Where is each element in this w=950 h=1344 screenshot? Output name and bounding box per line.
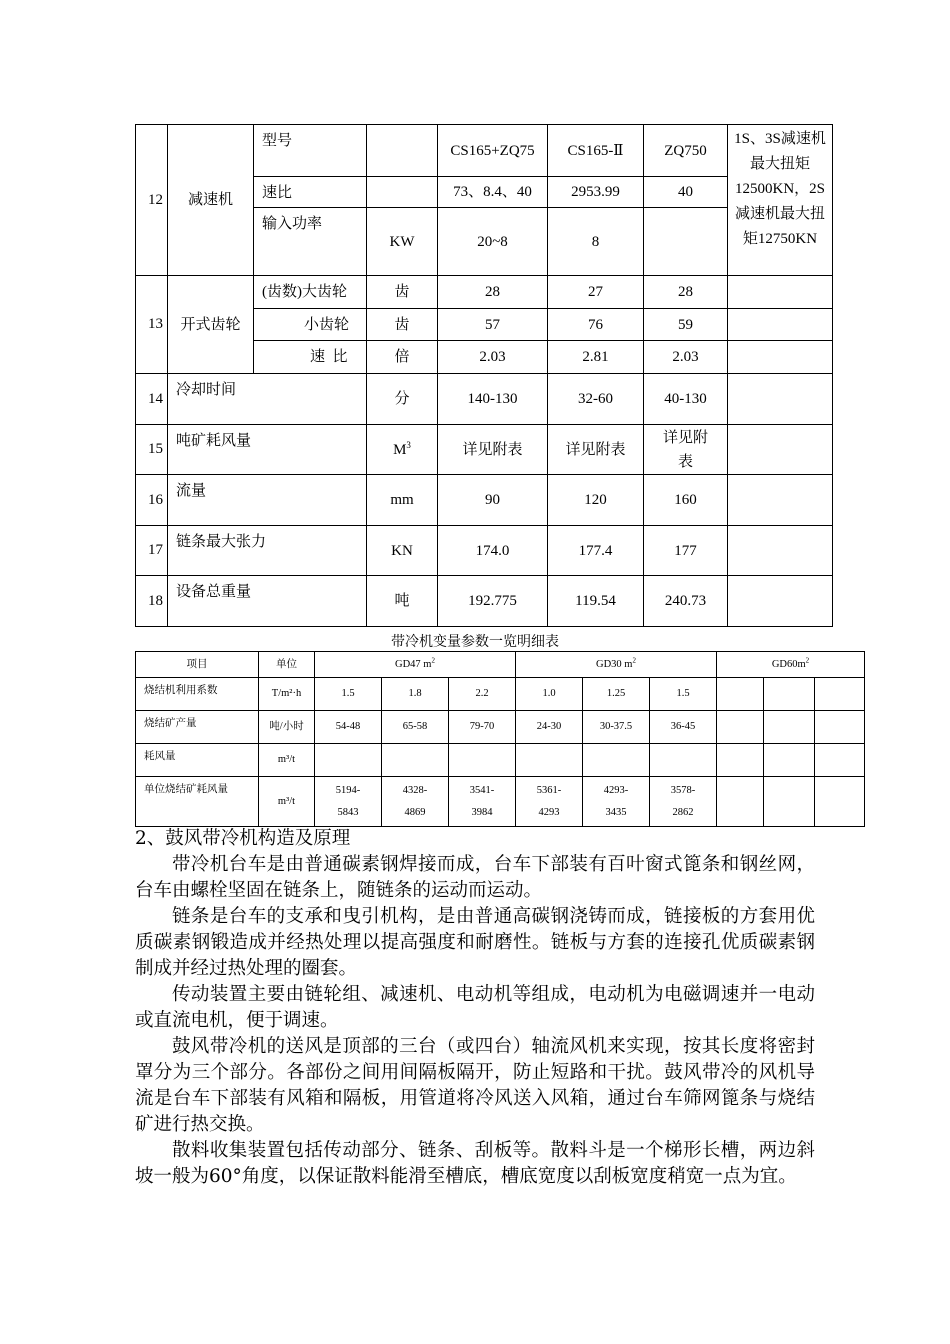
unit-cell: 分 (367, 374, 438, 425)
unit-cell: KW (367, 208, 438, 276)
value-cell: 28 (438, 276, 548, 309)
value-cell: 240.73 (644, 576, 728, 627)
row-name: 减速机 (168, 125, 254, 276)
value-cell: 2953.99 (548, 177, 644, 208)
paragraph: 传动装置主要由链轮组、减速机、电动机等组成，电动机为电磁调速并一电动或直流电机，便于调速。 (135, 984, 815, 1031)
empty-cell (728, 309, 833, 341)
row-name: 冷却时间 (168, 374, 367, 425)
sub-label: 输入功率 (254, 208, 367, 276)
empty-cell (728, 475, 833, 526)
row-name: 链条最大张力 (168, 526, 367, 576)
note-cell: 1S、3S减速机最大扭矩12500KN，2S减速机最大扭矩12750KN (728, 125, 833, 276)
sup-text: 2 (805, 656, 810, 664)
value-cell: 65-58 (382, 711, 449, 744)
value-cell: 76 (548, 309, 644, 341)
value-cell: 73、8.4、40 (438, 177, 548, 208)
unit-cell: 倍 (367, 341, 438, 374)
empty-cell (717, 777, 764, 827)
value-cell: 1.5 (650, 678, 717, 711)
unit-cell: 齿 (367, 276, 438, 309)
empty-cell (728, 526, 833, 576)
value-cell: 4328-4869 (382, 777, 449, 827)
unit-cell: KN (367, 526, 438, 576)
unit-cell: 吨/小时 (259, 711, 315, 744)
value-cell: 1.25 (583, 678, 650, 711)
value-cell (382, 744, 449, 777)
empty-cell (717, 711, 764, 744)
value-cell: 32-60 (548, 374, 644, 425)
row-num: 13 (136, 276, 168, 374)
header-unit: 单位 (259, 652, 315, 678)
empty-cell (764, 744, 815, 777)
value-cell: 59 (644, 309, 728, 341)
value-cell: 详见附表 (548, 425, 644, 475)
value-cell: 2.2 (449, 678, 516, 711)
value-cell: 20~8 (438, 208, 548, 276)
empty-cell (717, 678, 764, 711)
row-name: 设备总重量 (168, 576, 367, 627)
value-cell (315, 744, 382, 777)
value-cell: 4293-3435 (583, 777, 650, 827)
value-cell: 57 (438, 309, 548, 341)
unit-cell: T/m²·h (259, 678, 315, 711)
value-cell: 3541-3984 (449, 777, 516, 827)
empty-cell (815, 678, 865, 711)
value-cell: 54-48 (315, 711, 382, 744)
value-cell (650, 744, 717, 777)
sub-label: 小齿轮 (254, 309, 367, 341)
value-cell: 5361-4293 (516, 777, 583, 827)
value-cell: 36-45 (650, 711, 717, 744)
header-gd60 (717, 652, 865, 678)
value-cell (516, 744, 583, 777)
unit-text: M (393, 441, 407, 458)
value-cell: CS165+ZQ75 (438, 125, 548, 177)
unit-cell (367, 177, 438, 208)
sup-text: 2 (632, 656, 636, 664)
value-cell: 40 (644, 177, 728, 208)
value-cell: 174.0 (438, 526, 548, 576)
paragraph: 链条是台车的支承和曳引机构，是由普通高碳钢浇铸而成，链接板的方套用优质碳素钢锻造成并经热处理以提高强度和耐磨性。链板与方套的连接孔优质碳素钢制成并经过热处理的圈套。 (135, 906, 815, 979)
unit-cell (367, 125, 438, 177)
value-cell: 177.4 (548, 526, 644, 576)
value-cell: 160 (644, 475, 728, 526)
sup-text: 2 (431, 656, 435, 664)
value-cell: CS165-Ⅱ (548, 125, 644, 177)
value-cell: 177 (644, 526, 728, 576)
value-cell: 28 (644, 276, 728, 309)
value-cell: 192.775 (438, 576, 548, 627)
empty-cell (728, 576, 833, 627)
row-num: 12 (136, 125, 168, 276)
row-name: 吨矿耗风量 (168, 425, 367, 475)
value-cell: 详见附表 (644, 425, 728, 475)
section-heading: 2、鼓风带冷机构造及原理 (135, 828, 351, 849)
header-item: 项目 (136, 652, 259, 678)
header-gd47 (315, 652, 516, 678)
value-cell: 2.81 (548, 341, 644, 374)
row-name: 流量 (168, 475, 367, 526)
value-cell: 119.54 (548, 576, 644, 627)
value-cell: 30-37.5 (583, 711, 650, 744)
sub-label: 速比 (254, 177, 367, 208)
unit-cell (367, 425, 438, 475)
paragraph: 散料收集装置包括传动部分、链条、刮板等。散料斗是一个梯形长槽，两边斜坡一般为60°角度，以保证散料能滑至槽底，槽底宽度以刮板宽度稍宽一点为宜。 (135, 1140, 815, 1187)
value-cell: 5194-5843 (315, 777, 382, 827)
row-label: 单位烧结矿耗风量 (136, 777, 259, 827)
value-cell: 1.8 (382, 678, 449, 711)
value-cell: 79-70 (449, 711, 516, 744)
variable-parameter-table (135, 651, 865, 827)
value-cell: 1.0 (516, 678, 583, 711)
row-num: 17 (136, 526, 168, 576)
value-cell: 2.03 (438, 341, 548, 374)
equipment-parameter-table (135, 124, 833, 627)
unit-sup: 3 (406, 439, 411, 450)
value-cell: 27 (548, 276, 644, 309)
value-cell (644, 208, 728, 276)
sub-label: (齿数)大齿轮 (254, 276, 367, 309)
unit-cell: 齿 (367, 309, 438, 341)
value-cell: 120 (548, 475, 644, 526)
empty-cell (728, 374, 833, 425)
row-name: 开式齿轮 (168, 276, 254, 374)
row-num: 15 (136, 425, 168, 475)
header-gd30 (516, 652, 717, 678)
sub-label: 型号 (254, 125, 367, 177)
value-cell (449, 744, 516, 777)
row-num: 14 (136, 374, 168, 425)
unit-cell: m³/t (259, 744, 315, 777)
empty-cell (728, 276, 833, 309)
value-cell: 40-130 (644, 374, 728, 425)
empty-cell (764, 777, 815, 827)
empty-cell (815, 744, 865, 777)
empty-cell (728, 341, 833, 374)
empty-cell (717, 744, 764, 777)
empty-cell (764, 711, 815, 744)
unit-cell: mm (367, 475, 438, 526)
body-section (135, 826, 815, 1190)
header-gd60-text: GD60m (771, 658, 806, 670)
unit-cell: m³/t (259, 777, 315, 827)
row-num: 16 (136, 475, 168, 526)
header-gd30-text: GD30 m (596, 658, 633, 670)
header-gd47-text: GD47 m (395, 658, 432, 670)
sub-label: 速 比 (254, 341, 367, 374)
row-label: 烧结机利用系数 (136, 678, 259, 711)
table-caption: 带冷机变量参数一览明细表 (391, 635, 559, 650)
value-cell: 90 (438, 475, 548, 526)
value-cell: 详见附表 (438, 425, 548, 475)
value-cell: 140-130 (438, 374, 548, 425)
empty-cell (764, 678, 815, 711)
unit-cell: 吨 (367, 576, 438, 627)
empty-cell (728, 425, 833, 475)
value-cell: 2.03 (644, 341, 728, 374)
value-cell: ZQ750 (644, 125, 728, 177)
value-cell (583, 744, 650, 777)
value-cell: 24-30 (516, 711, 583, 744)
row-label: 耗风量 (136, 744, 259, 777)
row-num: 18 (136, 576, 168, 627)
value-cell: 1.5 (315, 678, 382, 711)
paragraph: 带冷机台车是由普通碳素钢焊接而成，台车下部装有百叶窗式篦条和钢丝网，台车由螺栓坚固在链条上，随链条的运动而运动。 (135, 854, 815, 901)
paragraph: 鼓风带冷机的送风是顶部的三台（或四台）轴流风机来实现，按其长度将密封罩分为三个部分。各部份之间用间隔板隔开，防止短路和干扰。鼓风带冷的风机导流是台车下部装有风箱和隔板，用管道将冷风送入风箱，通过台车筛网篦条与烧结矿进行热交换。 (135, 1036, 815, 1135)
value-cell: 3578-2862 (650, 777, 717, 827)
value-cell: 8 (548, 208, 644, 276)
empty-cell (815, 711, 865, 744)
row-label: 烧结矿产量 (136, 711, 259, 744)
empty-cell (815, 777, 865, 827)
